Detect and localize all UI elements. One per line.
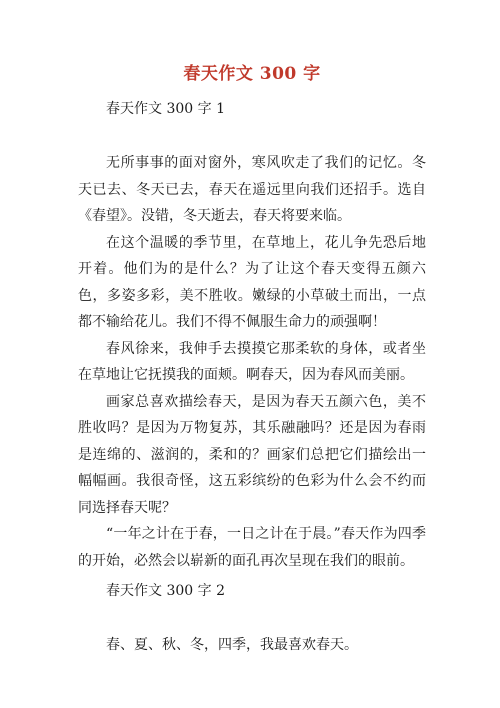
paragraph-4: 画家总喜欢描绘春天，是因为春天五颜六色，美不胜收吗？是因为万物复苏，其乐融融吗？还是因为春雨是连绵的、滋润的，柔和的？画家们总把它们描绘出一幅幅画。我很奇怪，这五彩缤纷的色彩为什么会不约而同选择春天呢？	[78, 393, 426, 516]
paragraph-1: 无所事事的面对窗外，寒风吹走了我们的记忆。冬天已去、冬天已去，春天在遥远里向我们还招手。选自《春望》。没错，冬天逝去，春天将要来临。	[78, 155, 426, 224]
section-heading-2: 春天作文 300 字 2	[106, 583, 225, 599]
spacer	[78, 122, 426, 150]
document-title: 春天作文 300 字	[183, 64, 321, 84]
paragraph-6: 春、夏、秋、冬，四季，我最喜欢春天。	[106, 637, 358, 653]
paragraph-5: “一年之计在于春，一日之计在于晨。”春天作为四季的开始，必然会以崭新的面孔再次呈现在我们的眼前。	[78, 526, 426, 569]
section-heading-1: 春天作文 300 字 1	[106, 101, 225, 117]
paragraph-2: 在这个温暖的季节里，在草地上，花儿争先恐后地开着。他们为的是什么？为了让这个春天变得五颜六色，多姿多彩，美不胜收。嫩绿的小草破土而出，一点都不输给花儿。我们不得不佩服生命力的顽强啊！	[78, 234, 426, 330]
spacer	[78, 604, 426, 632]
paragraph-3: 春风徐来，我伸手去摸摸它那柔软的身体，或者坐在草地让它抚摸我的面颊。啊春天，因为春风而美丽。	[78, 340, 426, 383]
